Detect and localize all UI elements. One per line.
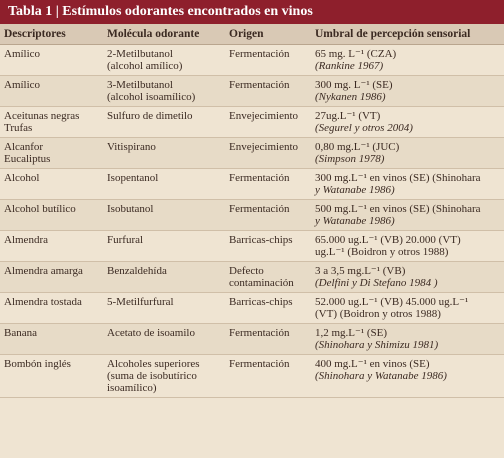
cell-descriptor-text: Amílico (4, 79, 41, 91)
cell-origin (225, 107, 311, 138)
cell-threshold-text: 500 mg.L⁻¹ en vinos (SE) (Shinohara (315, 203, 481, 215)
reference-text: (Delfini y Di Stefano 1984 ) (315, 277, 438, 289)
cell-threshold (311, 324, 504, 355)
cell-threshold-text: 65 mg. L⁻¹ (CZA) (315, 48, 397, 60)
header-umbral: Umbral de percepción sensorial (311, 24, 504, 45)
cell-origin-text: Fermentación (229, 358, 290, 370)
cell-threshold-text: 400 mg.L⁻¹ en vinos (SE) (315, 358, 430, 370)
reference-text: y Watanabe 1986) (315, 215, 395, 227)
cell-descriptor (0, 231, 103, 262)
cell-origin (225, 324, 311, 355)
cell-threshold (311, 262, 504, 293)
cell-origin (225, 293, 311, 324)
reference-text: (Rankine 1967) (315, 60, 384, 72)
cell-descriptor (0, 45, 103, 76)
cell-molecule-text: Isopentanol (107, 172, 159, 184)
cell-origin-text: Envejecimiento (229, 141, 299, 153)
cell-molecule-text: 2-Metilbutanol (107, 48, 173, 60)
cell-descriptor-text: Banana (4, 327, 37, 339)
cell-molecule (103, 200, 225, 231)
cell-origin-text: Fermentación (229, 172, 290, 184)
cell-molecule (103, 169, 225, 200)
table-row (0, 45, 504, 76)
table-row (0, 355, 504, 398)
cell-origin-text: Fermentación (229, 79, 290, 91)
cell-molecule-text: isoamílico) (107, 382, 157, 394)
cell-origin-text: Fermentación (229, 203, 290, 215)
cell-molecule (103, 231, 225, 262)
cell-threshold-text: ug.L⁻¹ (Boidron y otros 1988) (315, 246, 449, 258)
cell-threshold-text: (VT) (Boidron y otros 1988) (315, 308, 441, 320)
cell-molecule-text: (suma de isobutírico (107, 370, 197, 382)
cell-descriptor-text: Alcanfor (4, 141, 44, 153)
cell-molecule-text: (alcohol isoamílico) (107, 91, 196, 103)
cell-threshold (311, 76, 504, 107)
cell-threshold (311, 231, 504, 262)
cell-descriptor (0, 293, 103, 324)
cell-descriptor (0, 355, 103, 398)
cell-descriptor (0, 200, 103, 231)
cell-descriptor-text: Trufas (4, 122, 33, 134)
table-row (0, 262, 504, 293)
cell-molecule (103, 45, 225, 76)
table-row (0, 138, 504, 169)
table-row (0, 324, 504, 355)
cell-descriptor (0, 324, 103, 355)
cell-descriptor (0, 138, 103, 169)
cell-molecule-text: (alcohol amílico) (107, 60, 183, 72)
cell-origin (225, 262, 311, 293)
cell-origin-text: Barricas-chips (229, 234, 293, 246)
cell-molecule (103, 355, 225, 398)
cell-descriptor-text: Almendra (4, 234, 48, 246)
cell-descriptor-text: Alcohol butílico (4, 203, 76, 215)
cell-descriptor-text: Aceitunas negras (4, 110, 80, 122)
cell-origin (225, 169, 311, 200)
table-row (0, 200, 504, 231)
cell-descriptor-text: Eucaliptus (4, 153, 51, 165)
cell-descriptor-text: Bombón inglés (4, 358, 71, 370)
cell-descriptor-text: Almendra amarga (4, 265, 83, 277)
cell-descriptor (0, 169, 103, 200)
cell-molecule-text: 5-Metilfurfural (107, 296, 174, 308)
cell-molecule (103, 76, 225, 107)
cell-threshold-text: 3 a 3,5 mg.L⁻¹ (VB) (315, 265, 406, 277)
cell-descriptor-text: Almendra tostada (4, 296, 82, 308)
cell-molecule-text: Isobutanol (107, 203, 154, 215)
cell-descriptor-text: Alcohol (4, 172, 40, 184)
reference-text: (Simpson 1978) (315, 153, 385, 165)
odorant-table (0, 24, 504, 398)
cell-molecule-text: Vitispirano (107, 141, 156, 153)
cell-molecule (103, 324, 225, 355)
cell-origin (225, 45, 311, 76)
cell-origin (225, 200, 311, 231)
cell-molecule (103, 262, 225, 293)
reference-text: (Shinohara y Shimizu 1981) (315, 339, 439, 351)
cell-threshold-text: 65.000 ug.L⁻¹ (VB) 20.000 (VT) (315, 234, 461, 246)
cell-origin-text: Fermentación (229, 327, 290, 339)
cell-origin (225, 231, 311, 262)
cell-threshold (311, 200, 504, 231)
cell-threshold (311, 293, 504, 324)
cell-threshold (311, 138, 504, 169)
header-descriptores: Descriptores (0, 24, 103, 45)
cell-molecule-text: Benzaldehída (107, 265, 167, 277)
table-header-row (0, 24, 504, 45)
table-row (0, 169, 504, 200)
cell-descriptor (0, 76, 103, 107)
cell-threshold-text: 300 mg.L⁻¹ en vinos (SE) (Shinohara (315, 172, 481, 184)
cell-molecule-text: Furfural (107, 234, 144, 246)
cell-molecule-text: Acetato de isoamilo (107, 327, 195, 339)
cell-molecule (103, 107, 225, 138)
cell-threshold (311, 45, 504, 76)
cell-threshold (311, 169, 504, 200)
cell-descriptor (0, 262, 103, 293)
cell-threshold-text: 52.000 ug.L⁻¹ (VB) 45.000 ug.L⁻¹ (315, 296, 469, 308)
cell-threshold (311, 355, 504, 398)
cell-threshold-text: 300 mg. L⁻¹ (SE) (315, 79, 393, 91)
reference-text: y Watanabe 1986) (315, 184, 395, 196)
cell-origin-text: contaminación (229, 277, 294, 289)
cell-threshold (311, 107, 504, 138)
cell-molecule (103, 293, 225, 324)
cell-threshold-text: 27ug.L⁻¹ (VT) (315, 110, 381, 122)
cell-origin (225, 76, 311, 107)
table-title: Tabla 1 | Estímulos odorantes encontrados en vinos (0, 0, 504, 24)
reference-text: (Segurel y otros 2004) (315, 122, 413, 134)
cell-origin-text: Fermentación (229, 48, 290, 60)
cell-origin (225, 355, 311, 398)
cell-descriptor (0, 107, 103, 138)
cell-origin-text: Barricas-chips (229, 296, 293, 308)
reference-text: (Shinohara y Watanabe 1986) (315, 370, 447, 382)
cell-molecule-text: Sulfuro de dimetilo (107, 110, 193, 122)
header-molecula: Molécula odorante (103, 24, 225, 45)
table-row (0, 231, 504, 262)
table-row (0, 76, 504, 107)
cell-origin-text: Envejecimiento (229, 110, 299, 122)
cell-origin-text: Defecto (229, 265, 264, 277)
table-row (0, 107, 504, 138)
cell-origin (225, 138, 311, 169)
table-row (0, 293, 504, 324)
cell-descriptor-text: Amílico (4, 48, 41, 60)
cell-molecule (103, 138, 225, 169)
reference-text: (Nykanen 1986) (315, 91, 386, 103)
cell-molecule-text: Alcoholes superiores (107, 358, 200, 370)
cell-threshold-text: 1,2 mg.L⁻¹ (SE) (315, 327, 388, 339)
header-origen: Origen (225, 24, 311, 45)
cell-molecule-text: 3-Metilbutanol (107, 79, 173, 91)
cell-threshold-text: 0,80 mg.L⁻¹ (JUC) (315, 141, 400, 153)
